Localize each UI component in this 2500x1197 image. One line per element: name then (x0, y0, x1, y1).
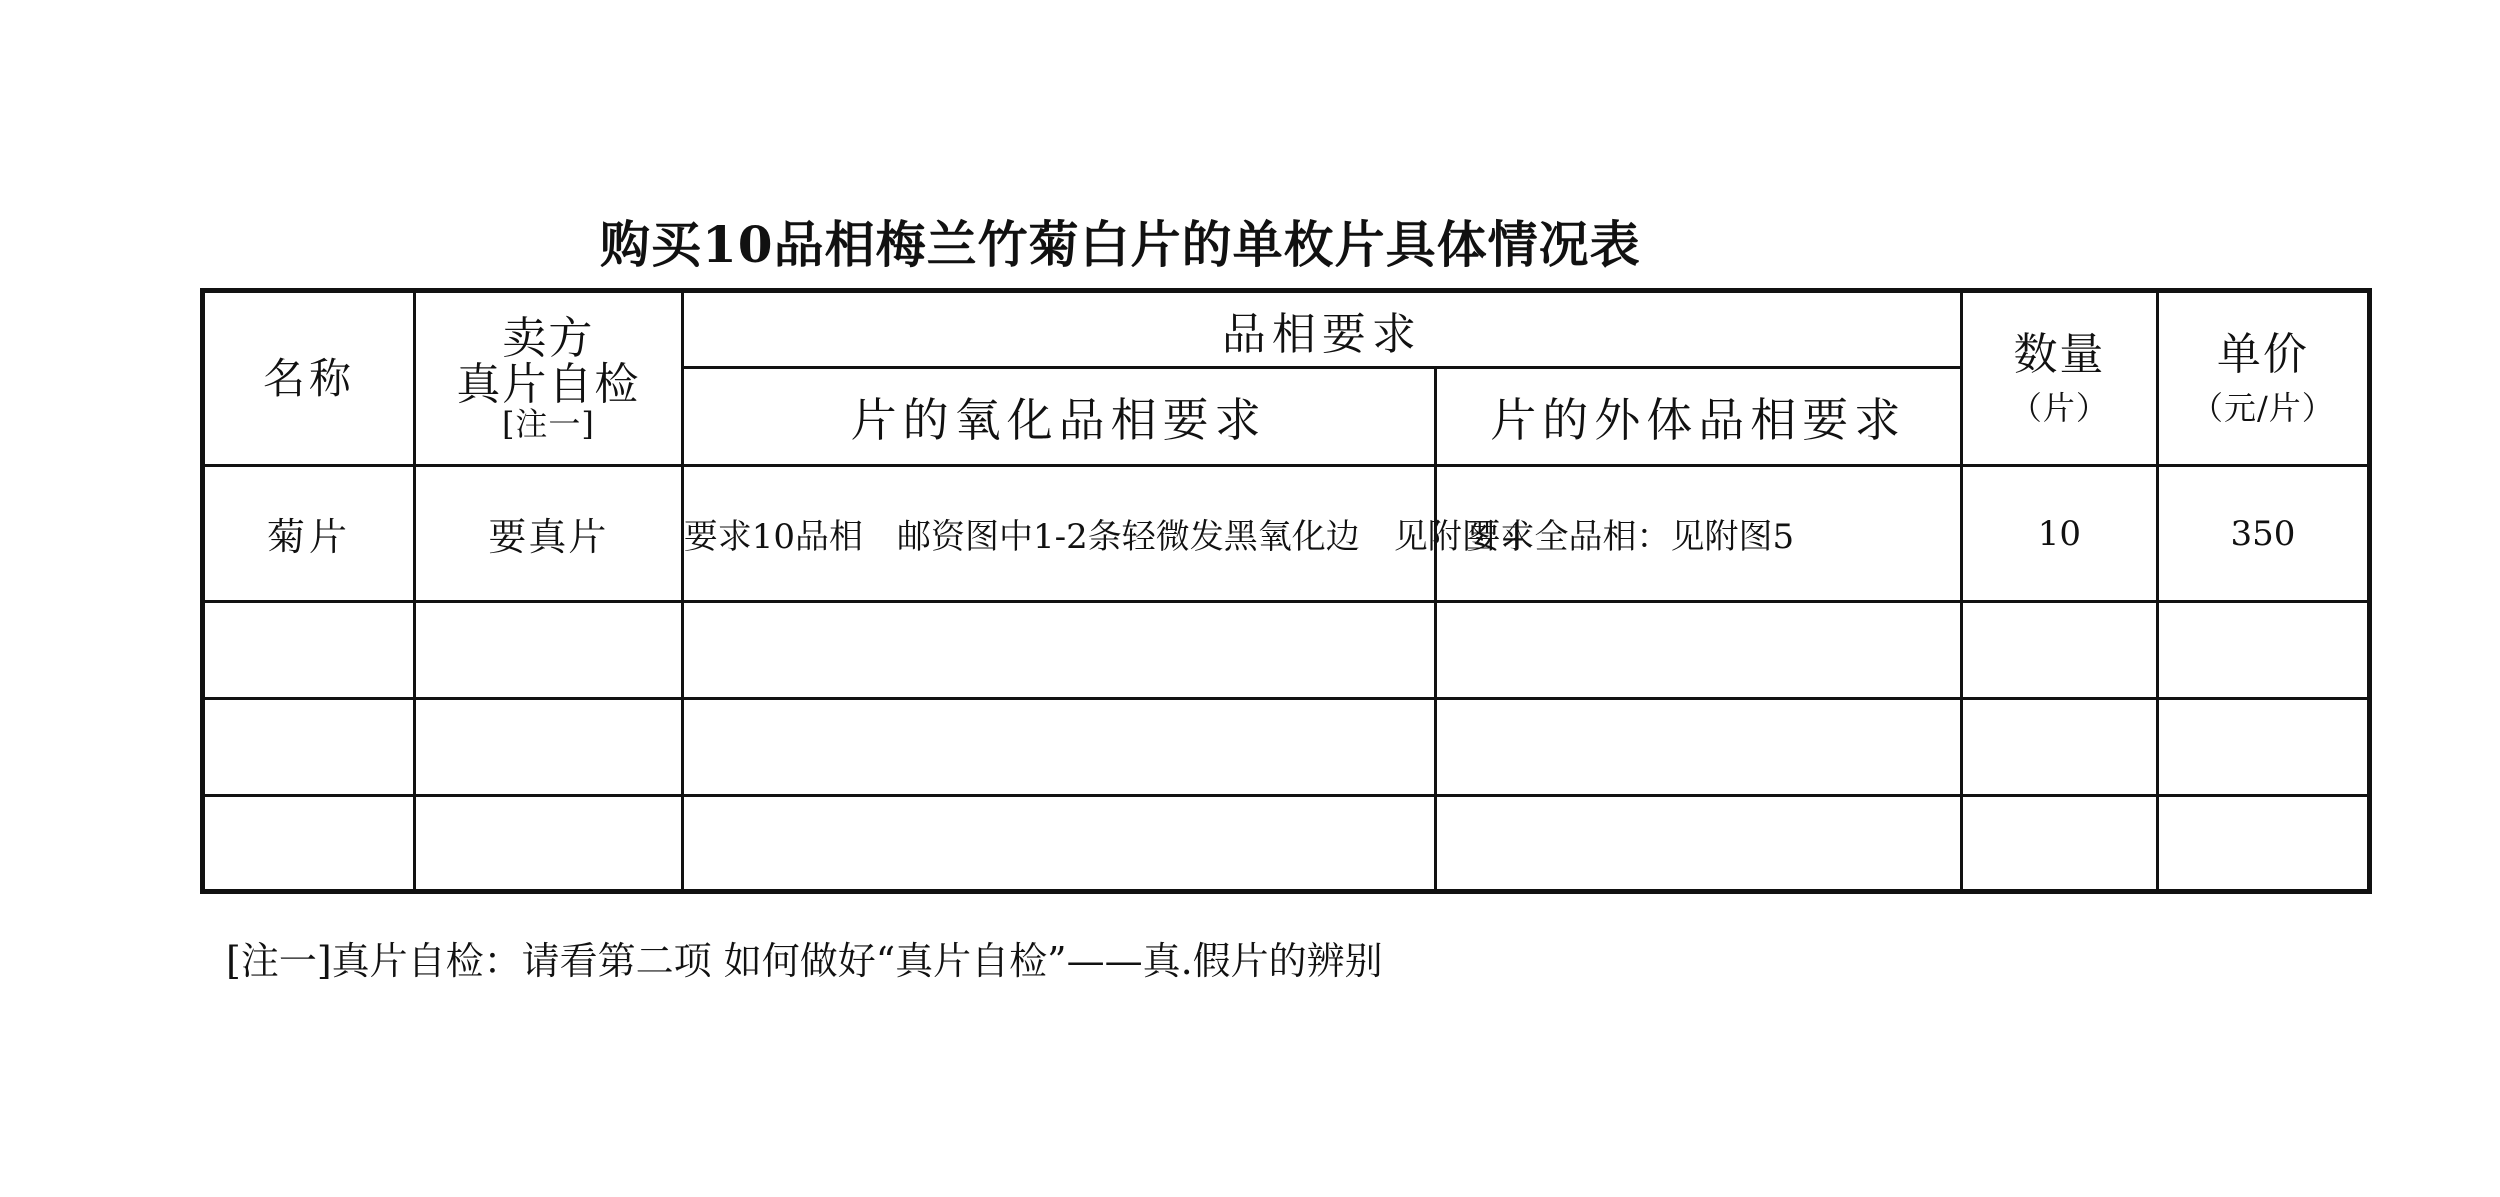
cell-quantity: 10 (1962, 466, 2158, 602)
table-row (203, 796, 2370, 892)
cell-oxidation (682, 602, 1435, 699)
cell-oxidation (682, 796, 1435, 892)
header-oxidation: 片的氧化品相要求 (682, 368, 1435, 466)
cell-name (203, 699, 415, 796)
cell-seller-auth (415, 699, 683, 796)
cell-unit-price: 350 (2157, 466, 2369, 602)
cell-exterior (1435, 699, 1962, 796)
header-quantity-unit: （片） (2009, 388, 2109, 427)
table-row (203, 699, 2370, 796)
cell-oxidation: 要求10品相 邮资图中1-2条轻微发黑氧化边 见附图４ (682, 466, 1435, 602)
cell-exterior (1435, 602, 1962, 699)
header-unit-price (2157, 291, 2369, 466)
cell-quantity (1962, 699, 2158, 796)
cell-unit-price (2157, 699, 2369, 796)
cell-quantity (1962, 602, 2158, 699)
header-seller-auth-line1: 卖方 (502, 312, 595, 364)
header-condition-group: 品相要求 (682, 291, 1961, 368)
cell-quantity (1962, 796, 2158, 892)
header-quantity-label: 数量 (2013, 328, 2106, 380)
condition-spec-table (200, 288, 2372, 894)
cell-seller-auth (415, 796, 683, 892)
cell-name (203, 602, 415, 699)
header-seller-auth (415, 291, 683, 466)
header-exterior: 片的外体品相要求 (1435, 368, 1962, 466)
cell-seller-auth: 要真片 (415, 466, 683, 602)
cell-exterior: 要求全品相：见附图5 (1435, 466, 1962, 602)
header-quantity (1962, 291, 2158, 466)
table-row (203, 466, 2370, 602)
footnote: [注一]真片自检：请看第二项 如何做好“真片自检”——真.假片的辨别 (226, 939, 1383, 983)
header-name: 名称 (203, 291, 415, 466)
table-row (203, 602, 2370, 699)
page-title: 购买10品相梅兰竹菊白片的单枚片具体情况表 (600, 215, 1641, 274)
cell-exterior (1435, 796, 1962, 892)
cell-name: 菊片 (203, 466, 415, 602)
cell-seller-auth (415, 602, 683, 699)
header-unit-price-label: 单价 (2216, 328, 2309, 380)
header-seller-auth-note: [注一] (501, 404, 595, 443)
cell-unit-price (2157, 602, 2369, 699)
header-seller-auth-line2: 真片自检 (456, 358, 641, 410)
header-unit-price-unit: （元/片） (2191, 388, 2335, 427)
cell-oxidation (682, 699, 1435, 796)
cell-unit-price (2157, 796, 2369, 892)
cell-name (203, 796, 415, 892)
